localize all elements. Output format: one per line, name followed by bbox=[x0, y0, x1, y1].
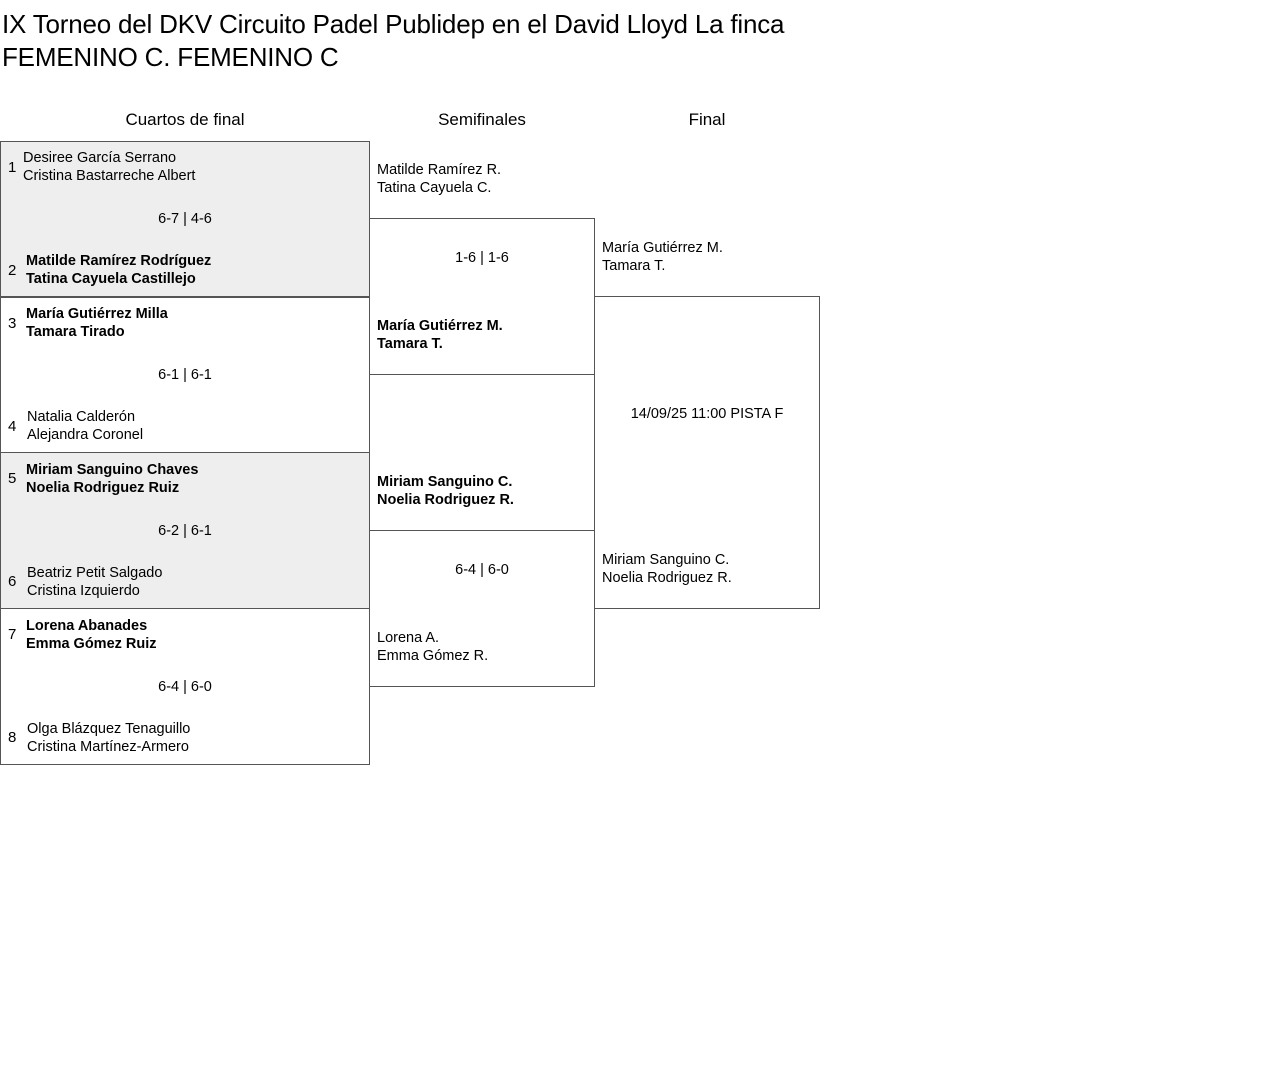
semifinal-match-2 bbox=[369, 530, 595, 687]
round-header-final: Final bbox=[688, 110, 726, 129]
player-name: Beatriz Petit Salgado bbox=[27, 565, 163, 581]
player-name: Noelia Rodriguez R. bbox=[377, 492, 514, 508]
quarterfinal-match-4 bbox=[0, 608, 370, 765]
player-name: Tamara Tirado bbox=[26, 324, 125, 340]
seed-number: 7 bbox=[8, 626, 17, 643]
player-name: Miriam Sanguino C. bbox=[602, 552, 730, 568]
player-name: Lorena A. bbox=[377, 630, 440, 646]
player-name: Emma Gómez R. bbox=[377, 648, 489, 664]
team-4 bbox=[27, 408, 143, 444]
team-8 bbox=[27, 720, 190, 756]
seed-number: 2 bbox=[8, 262, 17, 279]
player-name: Matilde Ramírez Rodríguez bbox=[26, 253, 212, 269]
match-score: 1-6 | 1-6 bbox=[455, 250, 509, 266]
tournament-title bbox=[2, 8, 784, 74]
semifinal-2-team-top-winner bbox=[377, 473, 514, 509]
player-name: Noelia Rodriguez R. bbox=[602, 570, 732, 586]
semifinal-1-team-bottom-winner bbox=[377, 317, 503, 353]
seed-number: 1 bbox=[8, 159, 17, 176]
quarterfinal-match-3 bbox=[0, 452, 370, 609]
player-name: Alejandra Coronel bbox=[27, 427, 144, 443]
match-score: 6-1 | 6-1 bbox=[158, 367, 212, 383]
player-name: Emma Gómez Ruiz bbox=[26, 636, 157, 652]
match-score: 6-4 | 6-0 bbox=[455, 562, 509, 578]
tournament-title-line2: FEMENINO C. FEMENINO C bbox=[2, 42, 339, 72]
team-7-winner bbox=[26, 617, 157, 653]
player-name: María Gutiérrez M. bbox=[377, 318, 503, 334]
player-name: Miriam Sanguino C. bbox=[377, 474, 513, 490]
seed-number: 5 bbox=[8, 470, 17, 487]
final-team-bottom bbox=[602, 551, 732, 587]
match-score: 6-7 | 4-6 bbox=[158, 211, 212, 227]
player-name: Cristina Bastarreche Albert bbox=[23, 168, 196, 184]
player-name: Noelia Rodriguez Ruiz bbox=[26, 480, 180, 496]
player-name: Cristina Martínez-Armero bbox=[27, 739, 189, 755]
final-match bbox=[594, 296, 820, 609]
final-team-top bbox=[602, 239, 723, 275]
player-name: María Gutiérrez Milla bbox=[26, 306, 168, 322]
player-name: Lorena Abanades bbox=[26, 618, 148, 634]
player-name: Olga Blázquez Tenaguillo bbox=[27, 721, 191, 737]
player-name: Matilde Ramírez R. bbox=[377, 162, 502, 178]
team-6 bbox=[27, 564, 162, 600]
semifinal-2-team-bottom bbox=[377, 629, 488, 665]
seed-number: 3 bbox=[8, 315, 17, 332]
player-name: Tamara T. bbox=[602, 258, 666, 274]
final-schedule: 14/09/25 11:00 PISTA F bbox=[630, 406, 784, 422]
player-name: Desiree García Serrano bbox=[23, 150, 177, 166]
player-name: Cristina Izquierdo bbox=[27, 583, 140, 599]
team-1 bbox=[23, 149, 195, 185]
player-name: Tamara T. bbox=[377, 336, 443, 352]
quarterfinal-match-1 bbox=[0, 141, 370, 298]
match-score: 6-2 | 6-1 bbox=[158, 523, 212, 539]
match-score: 6-4 | 6-0 bbox=[158, 679, 212, 695]
player-name: Tatina Cayuela Castillejo bbox=[26, 271, 196, 287]
quarterfinal-match-2 bbox=[0, 296, 370, 453]
semifinal-1-team-top bbox=[377, 161, 501, 197]
player-name: Miriam Sanguino Chaves bbox=[26, 462, 199, 478]
seed-number: 8 bbox=[8, 729, 17, 746]
tournament-title-line1: IX Torneo del DKV Circuito Padel Publidep en el David Lloyd La finca bbox=[2, 9, 785, 39]
round-header-semifinals: Semifinales bbox=[438, 110, 526, 129]
semifinal-match-1 bbox=[369, 218, 595, 375]
seed-number: 4 bbox=[8, 418, 17, 435]
player-name: Tatina Cayuela C. bbox=[377, 180, 492, 196]
player-name: María Gutiérrez M. bbox=[602, 240, 723, 256]
seed-number: 6 bbox=[8, 573, 17, 590]
round-header-quarterfinals: Cuartos de final bbox=[125, 110, 245, 129]
team-3-winner bbox=[26, 305, 168, 341]
player-name: Natalia Calderón bbox=[27, 409, 136, 425]
team-2-winner bbox=[26, 252, 211, 288]
team-5-winner bbox=[26, 461, 198, 497]
